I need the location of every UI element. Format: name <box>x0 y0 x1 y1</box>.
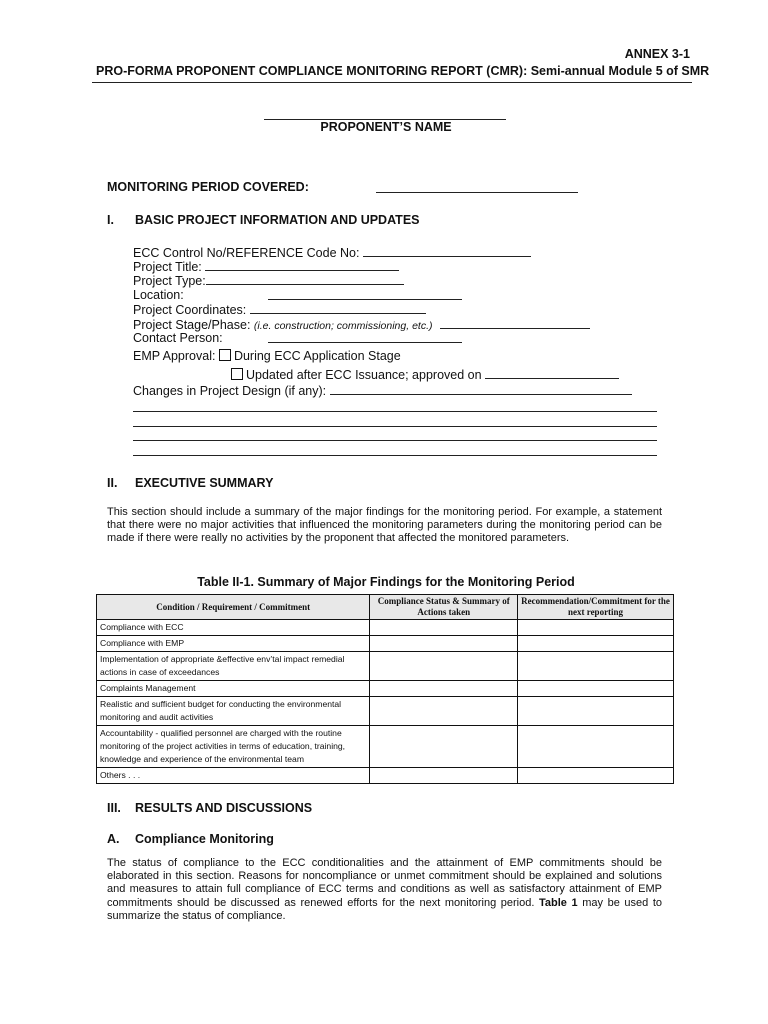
compliance-status-cell[interactable] <box>370 636 518 652</box>
location-field[interactable] <box>268 288 462 300</box>
condition-cell: Others . . . <box>97 768 370 784</box>
project-type-label: Project Type: <box>133 274 206 288</box>
coordinates-row <box>133 302 426 317</box>
section-1-number: I. <box>107 213 114 227</box>
subsection-a-title: Compliance Monitoring <box>135 832 274 846</box>
changes-label: Changes in Project Design (if any): <box>133 384 327 398</box>
recommendation-cell[interactable] <box>518 697 674 726</box>
compliance-monitoring-paragraph <box>107 857 662 923</box>
contact-person-label: Contact Person: <box>133 331 223 345</box>
emp-option2-checkbox[interactable] <box>231 368 243 380</box>
table-1-reference: Table 1 <box>539 896 578 909</box>
recommendation-cell[interactable] <box>518 620 674 636</box>
emp-option1-checkbox[interactable] <box>219 349 231 361</box>
recommendation-cell[interactable] <box>518 636 674 652</box>
recommendation-cell[interactable] <box>518 726 674 768</box>
compliance-paragraph-tail: may be used to summarize the status of compliance. <box>107 896 662 922</box>
project-title-row <box>133 259 399 274</box>
section-2-number: II. <box>107 476 118 490</box>
header-rule <box>92 82 692 83</box>
compliance-status-cell[interactable] <box>370 620 518 636</box>
report-title: PRO-FORMA PROPONENT COMPLIANCE MONITORING REPORT (CMR): Semi-annual Module 5 of SMR <box>96 64 710 78</box>
coordinates-field[interactable] <box>250 302 426 314</box>
col-header-compliance-status: Compliance Status & Summary of Actions taken <box>370 595 518 620</box>
table-row <box>97 681 674 697</box>
table-row <box>97 697 674 726</box>
section-1-title: BASIC PROJECT INFORMATION AND UPDATES <box>135 213 420 227</box>
compliance-status-cell[interactable] <box>370 681 518 697</box>
subsection-a-heading <box>107 832 274 846</box>
emp-option2-row <box>231 367 619 382</box>
emp-option2-label: Updated after ECC Issuance; approved on <box>246 368 482 382</box>
table-row <box>97 620 674 636</box>
section-1-heading <box>107 213 420 227</box>
coordinates-label: Project Coordinates: <box>133 303 247 317</box>
emp-approved-date-field[interactable] <box>485 367 619 379</box>
project-title-field[interactable] <box>205 259 399 271</box>
compliance-paragraph-main: The status of compliance to the ECC conditionalities and the attainment of EMP commitments should be elaborated in this section. Reasons for noncompliance or unmet commitment should be explained and solutions and measures to attain full compliance of ECC terms and conditions as well as satisfactory attainment of EMP commitments should be discussed as renewed efforts for the next monitoring period. <box>107 857 662 909</box>
changes-line-2[interactable] <box>133 426 657 427</box>
findings-table-header-row <box>97 595 674 620</box>
contact-person-field[interactable] <box>268 331 462 343</box>
condition-cell: Compliance with EMP <box>97 636 370 652</box>
ecc-control-label: ECC Control No/REFERENCE Code No: <box>133 246 360 260</box>
project-title-label: Project Title: <box>133 260 202 274</box>
recommendation-cell[interactable] <box>518 652 674 681</box>
proponent-name-label: PROPONENT’S NAME <box>320 120 452 134</box>
section-3-title: RESULTS AND DISCUSSIONS <box>135 801 313 815</box>
changes-line-3[interactable] <box>133 440 657 441</box>
stage-phase-row <box>133 317 590 332</box>
emp-approval-row <box>133 349 401 363</box>
monitoring-period-label: MONITORING PERIOD COVERED: <box>107 180 309 194</box>
condition-cell: Realistic and sufficient budget for conducting the environmental monitoring and audit activities <box>97 697 370 726</box>
findings-table-title: Table II-1. Summary of Major Findings for the Monitoring Period <box>197 575 575 589</box>
changes-row <box>133 383 632 398</box>
stage-phase-hint: (i.e. construction; commissioning, etc.) <box>253 320 433 332</box>
stage-phase-label: Project Stage/Phase: <box>133 318 251 332</box>
col-header-condition: Condition / Requirement / Commitment <box>97 595 370 620</box>
ecc-control-row <box>133 245 531 260</box>
project-type-field[interactable] <box>206 273 404 285</box>
changes-field[interactable] <box>330 383 632 395</box>
compliance-status-cell[interactable] <box>370 697 518 726</box>
stage-phase-field[interactable] <box>440 317 590 329</box>
table-row <box>97 652 674 681</box>
ecc-control-field[interactable] <box>363 245 531 257</box>
project-type-row <box>133 273 404 288</box>
section-2-title: EXECUTIVE SUMMARY <box>135 476 274 490</box>
section-3-number: III. <box>107 801 121 815</box>
monitoring-period-field[interactable] <box>376 192 578 193</box>
contact-person-field-wrap <box>268 331 462 346</box>
contact-person-row <box>133 331 223 345</box>
section-2-heading <box>107 476 273 490</box>
section-3-heading <box>107 801 312 815</box>
changes-line-1[interactable] <box>133 411 657 412</box>
emp-approval-label: EMP Approval: <box>133 349 216 363</box>
emp-option1-label: During ECC Application Stage <box>233 349 401 363</box>
executive-summary-paragraph: This section should include a summary of the major findings for the monitoring period. For example, a statement that there were no major activities that influenced the monitoring parameters during the monitoring period can be made if there were really no activities by the proponent that affected the monitored parameters. <box>107 506 662 545</box>
condition-cell: Compliance with ECC <box>97 620 370 636</box>
condition-cell: Accountability - qualified personnel are charged with the routine monitoring of the project activities in terms of education, training, knowledge and experience of the environmental team <box>97 726 370 768</box>
compliance-status-cell[interactable] <box>370 726 518 768</box>
recommendation-cell[interactable] <box>518 681 674 697</box>
findings-table <box>96 594 674 784</box>
table-row <box>97 636 674 652</box>
condition-cell: Complaints Management <box>97 681 370 697</box>
compliance-status-cell[interactable] <box>370 652 518 681</box>
condition-cell: Implementation of appropriate &effective env’tal impact remedial actions in case of exceedances <box>97 652 370 681</box>
changes-line-4[interactable] <box>133 455 657 456</box>
subsection-a-number: A. <box>107 832 120 846</box>
annex-label: ANNEX 3-1 <box>624 47 690 61</box>
compliance-status-cell[interactable] <box>370 768 518 784</box>
table-row <box>97 768 674 784</box>
col-header-recommendation: Recommendation/Commitment for the next reporting <box>518 595 674 620</box>
recommendation-cell[interactable] <box>518 768 674 784</box>
location-field-wrap <box>268 288 462 303</box>
table-row <box>97 726 674 768</box>
location-label: Location: <box>133 288 184 302</box>
location-row <box>133 288 184 302</box>
